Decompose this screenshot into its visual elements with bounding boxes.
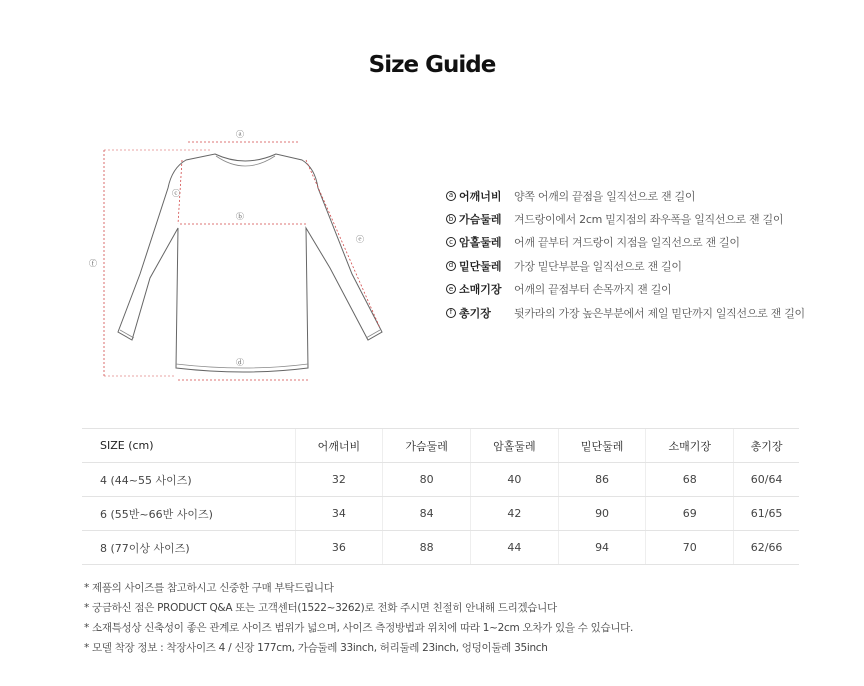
sweater-illustration	[80, 118, 400, 388]
table-cell: 36	[295, 531, 383, 565]
table-header-row	[82, 429, 799, 463]
note-item: * 모델 착장 정보 : 착장사이즈 4 / 신장 177cm, 가슴둘레 33inch, 허리둘레 23inch, 엉덩이둘레 35inch	[84, 642, 548, 654]
table-cell: 94	[558, 531, 646, 565]
legend-desc: 양쪽 어깨의 끝점을 일직선으로 잰 길이	[514, 189, 696, 203]
column-header: 가슴둘레	[383, 429, 471, 463]
legend-name: 암홀둘레	[459, 236, 502, 250]
legend-name: 총기장	[459, 306, 491, 320]
table-cell: 34	[295, 497, 383, 531]
table-cell: 32	[295, 463, 383, 497]
measurement-legend	[446, 184, 856, 324]
legend-desc: 뒷카라의 가장 높은부분에서 제일 밑단까지 일직선으로 잰 길이	[514, 306, 805, 320]
table-row	[82, 463, 799, 497]
column-header: 총기장	[734, 429, 799, 463]
note-item: * 소재특성상 신축성이 좋은 관계로 사이즈 범위가 넓으며, 사이즈 측정방법과 위치에 따라 1~2cm 오차가 있을 수 있습니다.	[84, 622, 634, 634]
table-cell: 61/65	[734, 497, 799, 531]
size-label: 6 (55반~66반 사이즈)	[82, 497, 295, 531]
label-a: ⓐ	[236, 130, 244, 139]
legend-desc: 어깨 끝부터 겨드랑이 지점을 일직선으로 잰 길이	[514, 236, 740, 250]
legend-row	[446, 207, 856, 230]
legend-desc: 겨드랑이에서 2cm 밑지점의 좌우폭을 일직선으로 잰 길이	[514, 213, 784, 227]
label-e: ⓔ	[356, 235, 364, 244]
table-cell: 42	[470, 497, 558, 531]
column-header: 밑단둘레	[558, 429, 646, 463]
marker-c-icon: c	[446, 237, 456, 247]
legend-row	[446, 254, 856, 277]
table-cell: 84	[383, 497, 471, 531]
marker-a-icon: a	[446, 191, 456, 201]
size-label: 4 (44~55 사이즈)	[82, 463, 295, 497]
table-row	[82, 497, 799, 531]
table-cell: 90	[558, 497, 646, 531]
table-cell: 86	[558, 463, 646, 497]
garment-outline	[118, 154, 382, 372]
marker-e-icon: e	[446, 284, 456, 294]
column-header: 어깨너비	[295, 429, 383, 463]
table-cell: 40	[470, 463, 558, 497]
table-cell: 60/64	[734, 463, 799, 497]
column-header: 암홀둘레	[470, 429, 558, 463]
label-d: ⓓ	[236, 358, 244, 367]
legend-name: 가슴둘레	[459, 213, 502, 227]
page-title: Size Guide	[368, 52, 496, 78]
marker-d-icon: d	[446, 261, 456, 271]
note-item: * 제품의 사이즈를 참고하시고 신중한 구매 부탁드립니다	[84, 582, 334, 594]
label-c: ⓒ	[172, 189, 180, 198]
size-table	[82, 428, 799, 565]
size-label: 8 (77이상 사이즈)	[82, 531, 295, 565]
column-header: SIZE (cm)	[82, 429, 295, 463]
legend-desc: 어깨의 끝점부터 손목까지 잰 길이	[514, 283, 672, 297]
legend-name: 어깨너비	[459, 189, 502, 203]
table-cell: 44	[470, 531, 558, 565]
table-cell: 88	[383, 531, 471, 565]
legend-row	[446, 184, 856, 207]
label-b: ⓑ	[236, 212, 244, 221]
label-f: ⓕ	[89, 259, 97, 268]
legend-row	[446, 301, 856, 324]
legend-name: 밑단둘레	[459, 259, 502, 273]
table-cell: 70	[646, 531, 734, 565]
legend-row	[446, 231, 856, 254]
table-cell: 68	[646, 463, 734, 497]
garment-diagram	[80, 118, 400, 388]
legend-desc: 가장 밑단부분을 일직선으로 잰 길이	[514, 259, 682, 273]
marker-f-icon: f	[446, 308, 456, 318]
table-cell: 69	[646, 497, 734, 531]
notes-list	[84, 578, 854, 658]
legend-name: 소매기장	[459, 283, 502, 297]
legend-row	[446, 278, 856, 301]
column-header: 소매기장	[646, 429, 734, 463]
table-cell: 80	[383, 463, 471, 497]
marker-b-icon: b	[446, 214, 456, 224]
note-item: * 궁금하신 점은 PRODUCT Q&A 또는 고객센터(1522~3262)로 전화 주시면 친절히 안내해 드리겠습니다	[84, 602, 557, 614]
table-row	[82, 531, 799, 565]
table-cell: 62/66	[734, 531, 799, 565]
